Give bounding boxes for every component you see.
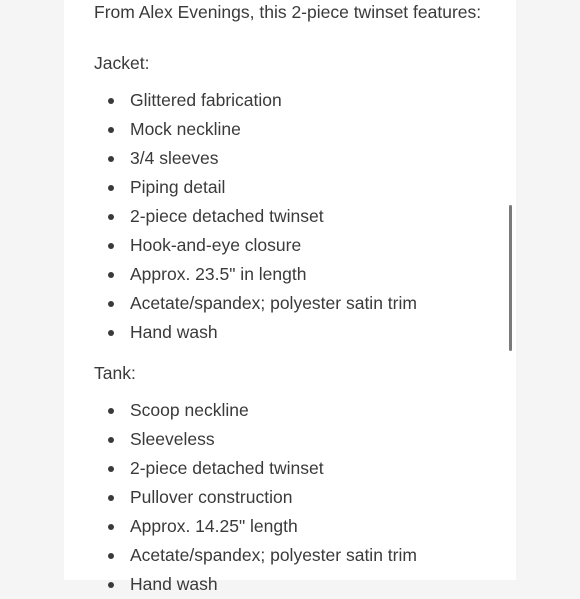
bullet-icon (108, 466, 114, 472)
list-item (94, 483, 417, 512)
bullet-icon (108, 156, 114, 162)
list-item (94, 173, 417, 202)
list-item-text: Sleeveless (130, 429, 215, 449)
bullet-icon (108, 524, 114, 530)
list-item-text: Hook-and-eye closure (130, 235, 302, 255)
list-item (94, 396, 417, 425)
list-item (94, 115, 417, 144)
list-item-text: Acetate/spandex; polyester satin trim (130, 545, 417, 565)
bullet-icon (108, 127, 114, 133)
tank-heading: Tank: (94, 363, 136, 383)
bullet-icon (108, 214, 114, 220)
bullet-icon (108, 553, 114, 559)
bullet-icon (108, 185, 114, 191)
list-item-text: Piping detail (130, 177, 226, 197)
bullet-icon (108, 330, 114, 336)
list-item (94, 318, 417, 347)
jacket-feature-list (94, 86, 417, 347)
list-item-text: Mock neckline (130, 119, 241, 139)
list-item (94, 454, 417, 483)
bullet-icon (108, 98, 114, 104)
list-item (94, 260, 417, 289)
list-item-text: Scoop neckline (130, 400, 249, 420)
list-item (94, 86, 417, 115)
bullet-icon (108, 243, 114, 249)
bullet-icon (108, 301, 114, 307)
list-item (94, 144, 417, 173)
list-item-text: Hand wash (130, 322, 218, 342)
bullet-icon (108, 437, 114, 443)
intro-text: From Alex Evenings, this 2-piece twinset features: (94, 2, 482, 22)
bullet-icon (108, 582, 114, 588)
list-item-text: Pullover construction (130, 487, 293, 507)
tank-feature-list (94, 396, 417, 599)
jacket-heading: Jacket: (94, 53, 150, 73)
bullet-icon (108, 272, 114, 278)
list-item-text: Approx. 23.5" in length (130, 264, 307, 284)
list-item (94, 541, 417, 570)
list-item-text: Hand wash (130, 574, 218, 594)
list-item (94, 231, 417, 260)
bullet-icon (108, 495, 114, 501)
list-item (94, 202, 417, 231)
list-item (94, 570, 417, 599)
bullet-icon (108, 408, 114, 414)
list-item (94, 425, 417, 454)
list-item-text: 3/4 sleeves (130, 148, 219, 168)
list-item-text: 2-piece detached twinset (130, 206, 324, 226)
scrollbar-thumb[interactable] (509, 205, 512, 351)
list-item-text: Acetate/spandex; polyester satin trim (130, 293, 417, 313)
list-item (94, 289, 417, 318)
list-item-text: Glittered fabrication (130, 90, 282, 110)
list-item-text: Approx. 14.25" length (130, 516, 298, 536)
list-item (94, 512, 417, 541)
list-item-text: 2-piece detached twinset (130, 458, 324, 478)
